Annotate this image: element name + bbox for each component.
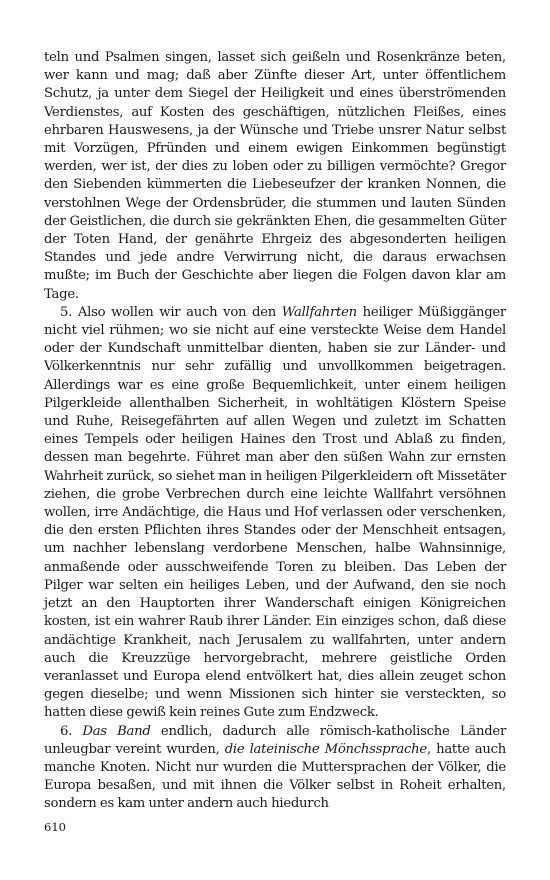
text-run: , hatte auch manche Knoten. Nicht nur wurden die Muttersprachen der Völker, die Europa besaßen, und mit ihnen die Völker selbst in Roheit erhalten, sondern es kam unter andern auch hiedurch bbox=[44, 741, 506, 812]
text-run: 5. Also wollen wir auch von den bbox=[60, 304, 282, 320]
text-run: 6. bbox=[60, 723, 83, 739]
italic-run: die lateinische Mönchssprache bbox=[224, 741, 427, 757]
paragraph bbox=[44, 49, 506, 304]
page-number: 610 bbox=[44, 820, 66, 834]
body-text bbox=[44, 49, 506, 814]
text-run: heiliger Müßiggänger nicht viel rühmen; wo sie nicht auf eine versteckte Weise dem Handel oder der Kundschaft unmittelbar dienten, haben sie zur Länder- und Völkerkenntnis nur sehr zufällig und unvollkommen beigetragen. Allerdings war es eine große Bequemlichkeit, unter einem heiligen Pilgerkleide allenthalben Sicherheit, in wohltätigen Klöstern Speise und Ruhe, Reisegefährten auf allen Wegen und zuletzt im Schatten eines Tempels oder heiligen Haines den Trost und Ablaß zu finden, dessen man begehrte. Führet man aber den süßen Wahn zur ernsten Wahrheit zurück, so siehet man in heiligen Pilgerkleidern oft Missetäter ziehen, die grobe Verbrechen durch eine leichte Wallfahrt versöhnen wollen, irre Andächtige, die Haus und Hof verlassen oder verschenken, die den ersten Pflichten ihres Standes oder der Menschheit entsagen, um nachher lebenslang verdorbene Menschen, halbe Wahnsinnige, anmaßende oder ausschweifende Toren zu bleiben. Das Leben der Pilger war selten ein heiliges Leben, und der Aufwand, den sie noch jetzt an den Hauptorten ihrer Wanderschaft einigen Königreichen kosten, ist ein wahrer Raub ihrer Länder. Ein einziges schon, daß diese andächtige Krankheit, nach Jerusalem zu wallfahrten, unter andern auch die Kreuzzüge hervorgebracht, mehrere geistliche Orden veranlasset und Europa elend entvölkert hat, dies allein zeuget schon gegen dieselbe; und wenn Missionen sich hinter sie versteckten, so hatten diese gewiß kein reines Gute zum Endzweck. bbox=[44, 304, 506, 721]
text-run: endlich, dadurch alle römisch-katholische Länder unleugbar vereint wurden, bbox=[44, 723, 507, 757]
paragraph bbox=[44, 304, 506, 723]
italic-run: Wallfahrten bbox=[281, 304, 357, 320]
paragraph bbox=[44, 723, 506, 814]
text-run: teln und Psalmen singen, lasset sich geißeln und Rosenkränze beten, wer kann und mag; daß aber Zünfte dieser Art, unter öffentlichem Schutz, ja unter dem Siegel der Heiligkeit und eines überströmenden Verdienstes, auf Kosten des geschäftigen, nützlichen Fleißes, eines ehrbaren Hauswesens, ja der Wünsche und Triebe unsrer Natur selbst mit Vorzügen, Pfründen und einem ewigen Einkommen begünstigt werden, wer ist, der dies zu loben oder zu billigen vermöchte? Gregor den Siebenden kümmerten die Liebeseufzer der kranken Nonnen, die verstohlnen Wege der Ordensbrüder, die stummen und lauten Sünden der Geistlichen, die durch sie gekränkten Ehen, die gesammelten Güter der Toten Hand, der genährte Ehrgeiz des abgesonderten heiligen Standes und jede andre Verwirrung nicht, die daraus erwachsen mußte; im Buch der Geschichte aber liegen die Folgen davon klar am Tage. bbox=[44, 50, 506, 302]
italic-run: Das Band bbox=[82, 723, 151, 739]
